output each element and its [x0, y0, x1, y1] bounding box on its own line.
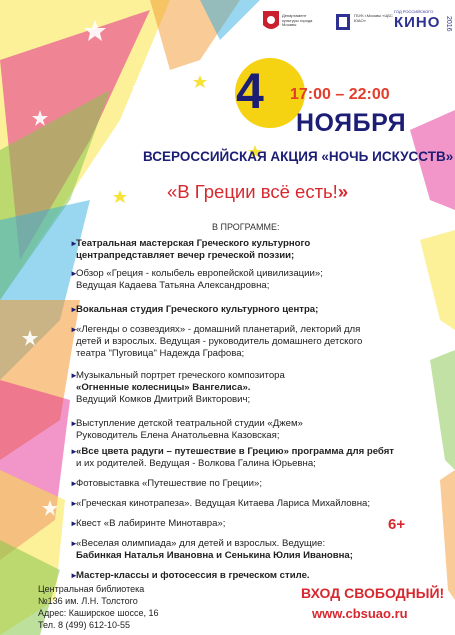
program-item-line1: Театральная мастерская Греческого культурного: [76, 238, 311, 249]
bullet-arrow-icon: ►: [70, 571, 78, 580]
program-item-line2: и их родителей. Ведущая - Волкова Галина Юрьевна;: [76, 458, 316, 469]
event-time: 17:00 – 22:00: [290, 86, 390, 103]
program-item-line1: Мастер-классы и фотосессия в греческом стиле.: [76, 570, 310, 581]
slogan: [167, 181, 348, 203]
gbuk-emblem-icon: [334, 10, 352, 34]
program-item: [70, 418, 448, 442]
header-logos: [262, 8, 452, 40]
program-item: [70, 498, 448, 510]
library-phone: Тел. 8 (499) 612-10-55: [38, 620, 130, 630]
program-item-line2: детей и взрослых. Ведущая - руководитель домашнего детского: [76, 336, 363, 347]
library-address: Адрес: Каширское шоссе, 16: [38, 608, 159, 618]
program-item-line3: Ведущий Комков Дмитрий Викторович;: [76, 394, 251, 405]
program-item-line1: «Легенды о созвездиях» - домашний планетарий, лекторий для: [76, 324, 361, 335]
dept-culture-logo: [262, 8, 324, 40]
kino-small-text: ГОД РОССИЙСКОГО: [394, 9, 434, 14]
program-item-line1: Вокальная студия Греческого культурного центра;: [76, 304, 319, 315]
program-item-line1: Выступление детской театральной студии «Джем»: [76, 418, 303, 429]
program-item-line2: Руководитель Елена Анатольевна Казовская;: [76, 430, 280, 441]
program-item: [70, 446, 448, 470]
program-item: [70, 538, 448, 562]
program-item-line1: «Веселая олимпиада» для детей и взрослых. Ведущие:: [76, 538, 326, 549]
kino-year: 2016: [445, 16, 452, 32]
program-item-line1: Квест «В лабиринте Минотавра»;: [76, 518, 226, 529]
slogan-main: «В Греции всё есть!: [167, 181, 338, 202]
bullet-arrow-icon: ►: [70, 539, 78, 548]
action-title: ВСЕРОССИЙСКАЯ АКЦИЯ «НОЧЬ ИСКУССТВ»: [143, 149, 454, 164]
library-name: Центральная библиотека: [38, 584, 145, 594]
gbuk-logo-text: ГБУК г.Москвы «ЦБС ЮАО»: [354, 13, 393, 23]
bullet-arrow-icon: ►: [70, 305, 78, 314]
program-item-line2: Ведущая Кадаева Татьяна Александровна;: [76, 280, 270, 291]
kino-big-text: КИНО: [394, 14, 441, 31]
program-item: [70, 478, 448, 490]
bullet-arrow-icon: ►: [70, 499, 78, 508]
program-item-line1: «Все цвета радуги – путешествие в Грецию» программа для ребят: [76, 446, 395, 457]
dept-culture-logo-text: Департамент культуры города Москвы: [282, 13, 313, 27]
program-item-line1: «Греческая кинотрапеза». Ведущая Китаева Лариса Михайловна;: [76, 498, 371, 509]
bullet-arrow-icon: ►: [70, 519, 78, 528]
program-item: [70, 304, 448, 316]
library-number: №136 им. Л.Н. Толстого: [38, 596, 138, 606]
program-item-line1: Музыкальный портрет греческого композитора: [76, 370, 285, 381]
age-rating: 6+: [388, 516, 406, 533]
year-of-cinema-logo: [394, 10, 452, 36]
website-link[interactable]: www.cbsuao.ru: [312, 606, 408, 621]
event-month: НОЯБРЯ: [296, 109, 407, 137]
bullet-arrow-icon: ►: [70, 325, 78, 334]
program-item: [70, 370, 448, 406]
program-item-line2: центрапредставляет вечер греческой поэзии;: [76, 250, 295, 261]
program-title: В ПРОГРАММЕ:: [212, 222, 280, 232]
bullet-arrow-icon: ►: [70, 371, 78, 380]
moscow-emblem-icon: [262, 10, 280, 34]
bullet-arrow-icon: ►: [70, 419, 78, 428]
slogan-end: »: [337, 181, 349, 202]
program-item-line1: Фотовыставка «Путешествие по Греции»;: [76, 478, 263, 489]
program-item: [70, 570, 448, 582]
program-item: [70, 324, 448, 360]
program-item: [70, 238, 448, 262]
bullet-arrow-icon: ►: [70, 239, 78, 248]
event-day: 4: [236, 63, 264, 119]
bullet-arrow-icon: ►: [70, 447, 78, 456]
program-item-line2: «Огненные колесницы» Вангелиса».: [76, 382, 251, 393]
program-item-line3: театра "Пуговица" Надежда Графова;: [76, 348, 245, 359]
bullet-arrow-icon: ►: [70, 269, 78, 278]
gbuk-logo: [334, 8, 393, 40]
program-item-line2: Бабинкая Наталья Ивановна и Сенькина Юлия Ивановна;: [76, 550, 353, 561]
library-info: [38, 583, 159, 631]
free-entry: ВХОД СВОБОДНЫЙ!: [301, 585, 445, 601]
program-item: [70, 268, 448, 292]
bullet-arrow-icon: ►: [70, 479, 78, 488]
program-item-line1: Обзор «Греция - колыбель европейской цивилизации»;: [76, 268, 323, 279]
